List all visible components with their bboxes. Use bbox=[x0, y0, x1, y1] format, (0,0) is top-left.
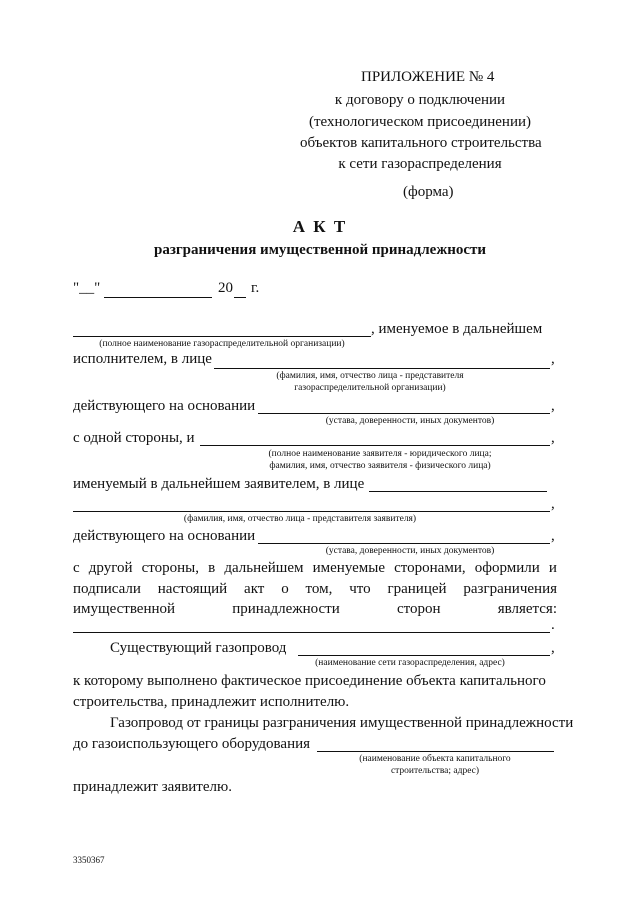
date-month-line bbox=[104, 297, 212, 298]
paragraph-line-2: подписали настоящий акт о том, что границей разграничения bbox=[73, 581, 557, 597]
connected-line-2: строительства, принадлежит исполнителю. bbox=[73, 694, 350, 710]
paragraph-line-1: с другой стороны, в дальнейшем именуемые сторонами, оформили и bbox=[73, 560, 557, 576]
one-side-text: с одной стороны, и bbox=[73, 430, 195, 446]
header-line-4: к сети газораспределения bbox=[338, 156, 502, 172]
act-subtitle: разграничения имущественной принадлежности bbox=[153, 242, 487, 258]
pipeline-from-line-2: до газоиспользующего оборудования bbox=[73, 736, 311, 752]
existing-pipeline-text: Существующий газопровод bbox=[110, 640, 287, 656]
caption-rep-2: газораспределительной организации) bbox=[294, 383, 446, 393]
caption-applicant-rep: (фамилия, имя, отчество лица - представителя заявителя) bbox=[183, 514, 417, 524]
form-note: (форма) bbox=[403, 184, 454, 200]
basis-line-2 bbox=[258, 543, 550, 544]
comma-4: , bbox=[551, 496, 555, 512]
boundary-line bbox=[73, 632, 550, 633]
date-year-prefix: 20 bbox=[218, 280, 233, 296]
date-year-suffix: г. bbox=[251, 280, 260, 296]
caption-basis-2: (устава, доверенности, иных документов) bbox=[325, 546, 495, 556]
period-1: . bbox=[551, 617, 555, 633]
equipment-object-line bbox=[317, 751, 554, 752]
executor-text: исполнителем, в лице bbox=[73, 351, 212, 367]
caption-applicant-1: (полное наименование заявителя - юридического лица; bbox=[268, 449, 492, 459]
caption-network: (наименование сети газораспределения, адрес) bbox=[315, 658, 505, 668]
caption-applicant-2: фамилия, имя, отчество заявителя - физического лица) bbox=[269, 461, 491, 471]
header-line-3: объектов капитального строительства bbox=[300, 135, 542, 151]
document-number: 3350367 bbox=[73, 855, 105, 865]
caption-object-1: (наименование объекта капитального bbox=[359, 754, 511, 764]
named-further-text: , именуемое в дальнейшем bbox=[371, 321, 543, 337]
header-line-2: (технологическом присоединении) bbox=[309, 114, 531, 130]
applicant-rep-line-a bbox=[369, 491, 547, 492]
date-day-mark: "__" bbox=[73, 280, 101, 296]
pipeline-network-line bbox=[298, 655, 550, 656]
basis-line-1 bbox=[258, 413, 550, 414]
org-name-line bbox=[73, 336, 371, 337]
acting-basis-text-2: действующего на основании bbox=[73, 528, 256, 544]
applicant-name-line bbox=[200, 445, 550, 446]
comma-6: , bbox=[551, 640, 555, 656]
header-line-1: к договору о подключении bbox=[334, 92, 506, 108]
act-title: А К Т bbox=[292, 217, 348, 236]
applicant-rep-line-b bbox=[73, 511, 550, 512]
connected-line-1: к которому выполнено фактическое присоединение объекта капитального bbox=[73, 673, 546, 689]
named-applicant-text: именуемый в дальнейшем заявителем, в лице bbox=[73, 476, 365, 492]
caption-object-2: строительства; адрес) bbox=[390, 766, 480, 776]
caption-org-name: (полное наименование газораспределительной организации) bbox=[99, 339, 345, 349]
executor-rep-line bbox=[214, 368, 550, 369]
comma-1: , bbox=[551, 351, 555, 367]
comma-3: , bbox=[551, 430, 555, 446]
comma-5: , bbox=[551, 528, 555, 544]
date-year-line bbox=[234, 297, 246, 298]
appendix-title: ПРИЛОЖЕНИЕ № 4 bbox=[361, 69, 495, 85]
paragraph-line-3: имущественной принадлежности сторон является: bbox=[73, 601, 557, 617]
pipeline-from-line-1: Газопровод от границы разграничения имущественной принадлежности bbox=[110, 715, 574, 731]
belongs-applicant-text: принадлежит заявителю. bbox=[73, 779, 232, 795]
acting-basis-text-1: действующего на основании bbox=[73, 398, 256, 414]
caption-rep-1: (фамилия, имя, отчество лица - представителя bbox=[276, 371, 464, 381]
comma-2: , bbox=[551, 398, 555, 414]
caption-basis-1: (устава, доверенности, иных документов) bbox=[325, 416, 495, 426]
